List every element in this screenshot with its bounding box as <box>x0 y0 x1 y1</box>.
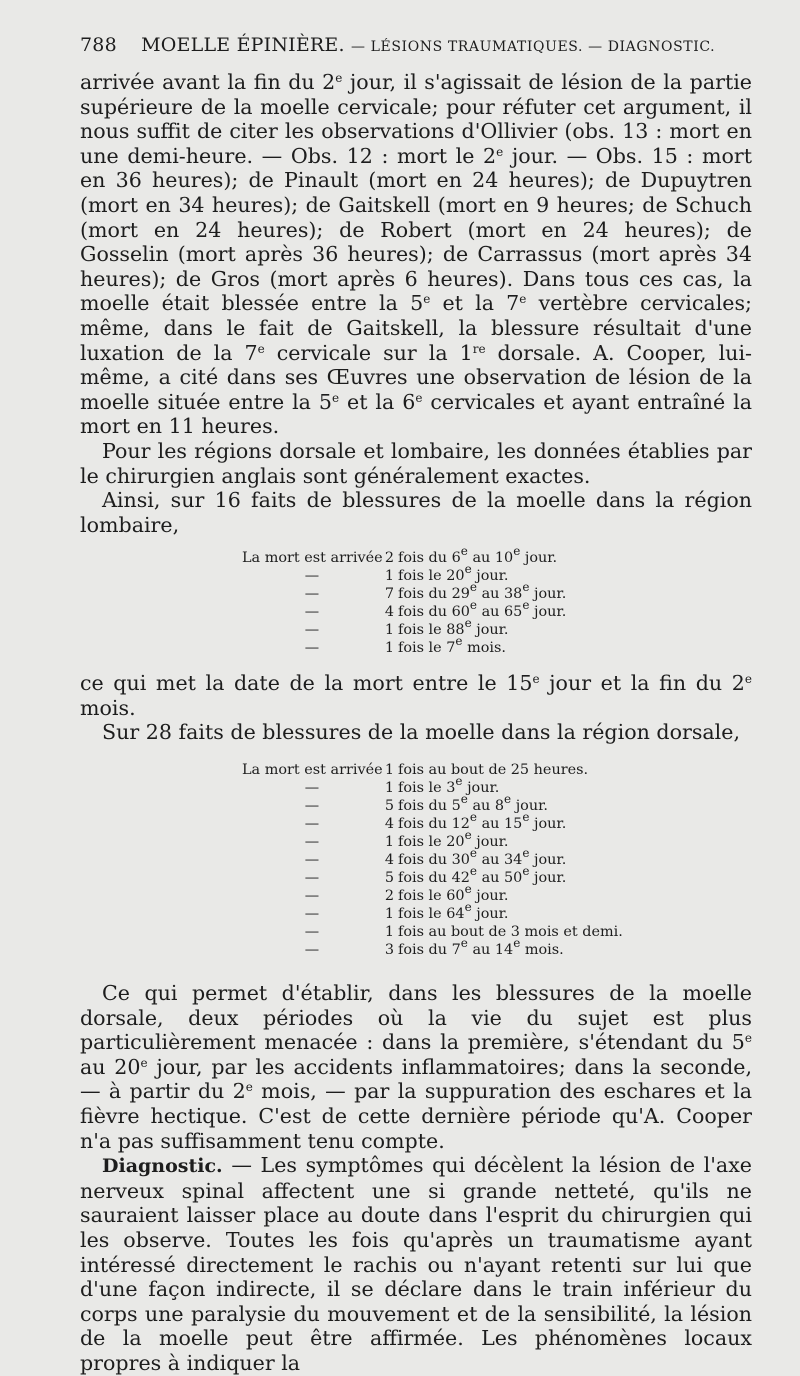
row-lead: — <box>304 816 320 833</box>
table-row <box>242 864 752 887</box>
table-row <box>242 882 752 905</box>
row-lead: — <box>304 906 320 923</box>
row-period: fois au bout de 3 mois et demi. <box>398 924 623 941</box>
paragraph-cervical-cases: arrivée avant la fin du 2e jour, il s'agissait de lésion de la partie supérieure de la moelle cervicale; pour réfuter cet argument, il nous suffit de citer les observations d'Ollivier (obs. 13 : mort en une demi-heure. — Obs. 12 : mort le 2e jour. — Obs. 15 : mort en 36 heures); de Pinault (mort en 24 heures); de Dupuytren (mort en 34 heures); de Gaitskell (mort en 9 heures; de Schuch (mort en 24 heures); de Robert (mort en 24 heures); de Gosselin (mort après 36 heures); de Carrassus (mort après 34 heures); de Gros (mort après 6 heures). Dans tous ces cas, la moelle était blessée entre la 5e et la 7e vertèbre cervicales; même, dans le fait de Gaitskell, la blessure résultait d'une luxation de la 7e cervicale sur la 1re dorsale. A. Cooper, lui-même, a cité dans ses Œuvres une observation de lésion de la moelle située entre la 5e et la 6e cervicales et ayant entraîné la mort en 11 heures. <box>80 70 752 439</box>
row-period: fois le 20e jour. <box>398 828 509 851</box>
diagnostic-heading: Diagnostic. <box>102 1155 223 1178</box>
table-row <box>242 580 752 603</box>
row-lead: — <box>304 852 320 869</box>
text-body <box>80 70 752 1376</box>
table-row <box>242 936 752 959</box>
paragraph-dorsal-lumbar: Pour les régions dorsale et lombaire, les données établies par le chirurgien anglais sont généralement exactes. <box>80 438 752 488</box>
paragraph-diagnostic <box>80 1153 752 1375</box>
row-count: 2 <box>384 550 394 567</box>
row-lead: — <box>304 604 320 621</box>
row-count: 1 <box>384 780 394 797</box>
row-period: fois le 3e jour. <box>398 774 500 797</box>
row-count: 3 <box>384 942 394 959</box>
row-period: fois du 29e au 38e jour. <box>398 580 567 603</box>
table-row <box>242 598 752 621</box>
row-count: 1 <box>384 924 394 941</box>
row-lead: — <box>304 870 320 887</box>
diagnostic-text: — Les symptômes qui décèlent la lésion de l'axe nerveux spinal affectent une si grande netteté, qu'ils ne sauraient laisser place au doute dans l'esprit du chirurgien qui les observe. Toutes les fois qu'après un traumatisme ayant intéressé directement le rachis ou n'ayant retenti sur lui que d'une façon indirecte, il se déclare dans le train inférieur du corps une paralysie du mouvement et de la sensibilité, la lésion de la moelle peut être affirmée. Les phénomènes locaux propres à indiquer la <box>80 1153 752 1375</box>
row-count: 1 <box>384 906 394 923</box>
row-period: fois du 42e au 50e jour. <box>398 864 567 887</box>
row-lead: — <box>304 568 320 585</box>
table-row <box>242 923 752 941</box>
row-period: fois du 5e au 8e jour. <box>398 792 548 815</box>
row-count: 1 <box>384 834 394 851</box>
table-lumbar-deaths <box>242 544 752 657</box>
row-period: fois le 7e mois. <box>398 634 506 657</box>
row-count: 4 <box>384 604 394 621</box>
row-count: 5 <box>384 870 394 887</box>
table-row <box>242 846 752 869</box>
row-period: fois du 7e au 14e mois. <box>398 936 564 959</box>
row-count: 4 <box>384 816 394 833</box>
row-lead: La mort est arrivée <box>242 550 383 567</box>
row-lead: — <box>304 942 320 959</box>
row-period: fois au bout de 25 heures. <box>398 762 589 779</box>
row-count: 1 <box>384 640 394 657</box>
row-lead: — <box>304 640 320 657</box>
row-count: 7 <box>384 586 394 603</box>
running-section: — LÉSIONS TRAUMATIQUES. — DIAGNOSTIC. <box>351 39 716 55</box>
paragraph-lumbar-intro: Ainsi, sur 16 faits de blessures de la moelle dans la région lombaire, <box>80 488 752 537</box>
row-lead: — <box>304 780 320 797</box>
row-count: 4 <box>384 852 394 869</box>
row-count: 5 <box>384 798 394 815</box>
row-period: fois du 30e au 34e jour. <box>398 846 567 869</box>
row-period: fois du 6e au 10e jour. <box>398 544 558 567</box>
row-lead: — <box>304 834 320 851</box>
row-lead: La mort est arrivée <box>242 762 383 779</box>
row-lead: — <box>304 924 320 941</box>
row-count: 1 <box>384 762 394 779</box>
row-period: fois le 64e jour. <box>398 900 509 923</box>
row-lead: — <box>304 798 320 815</box>
page-number: 788 <box>80 34 117 56</box>
running-header <box>80 34 760 56</box>
row-count: 2 <box>384 888 394 905</box>
paragraph-dorsal-intro: Sur 28 faits de blessures de la moelle dans la région dorsale, <box>102 720 741 745</box>
table-row <box>242 616 752 639</box>
table-row <box>242 828 752 851</box>
table-row <box>242 774 752 797</box>
row-period: fois du 12e au 15e jour. <box>398 810 567 833</box>
table-row <box>242 810 752 833</box>
table-row <box>242 634 752 657</box>
table-row <box>242 792 752 815</box>
table-row <box>242 562 752 585</box>
row-lead: — <box>304 622 320 639</box>
paragraph-dorsal-periods: Ce qui permet d'établir, dans les blessures de la moelle dorsale, deux périodes où la vie du sujet est plus particulièrement menacée : dans la première, s'étendant du 5e au 20e jour, par les accidents inflammatoires; dans la seconde, — à partir du 2e mois, — par la suppuration des eschares et la fièvre hectique. C'est de cette dernière période qu'A. Cooper n'a pas suffisamment tenu compte. <box>80 981 752 1153</box>
row-period: fois le 20e jour. <box>398 562 509 585</box>
paragraph-lumbar-conclusion: ce qui met la date de la mort entre le 15e jour et la fin du 2e mois. <box>80 671 753 720</box>
table-row <box>242 761 752 779</box>
table-row <box>242 900 752 923</box>
row-period: fois le 88e jour. <box>398 616 509 639</box>
row-period: fois du 60e au 65e jour. <box>398 598 567 621</box>
row-period: fois le 60e jour. <box>398 882 509 905</box>
table-dorsal-deaths <box>242 761 752 959</box>
table-row <box>242 544 752 567</box>
row-count: 1 <box>384 568 394 585</box>
row-lead: — <box>304 888 320 905</box>
running-title: MOELLE ÉPINIÈRE. <box>141 34 345 56</box>
row-count: 1 <box>384 622 394 639</box>
row-lead: — <box>304 586 320 603</box>
